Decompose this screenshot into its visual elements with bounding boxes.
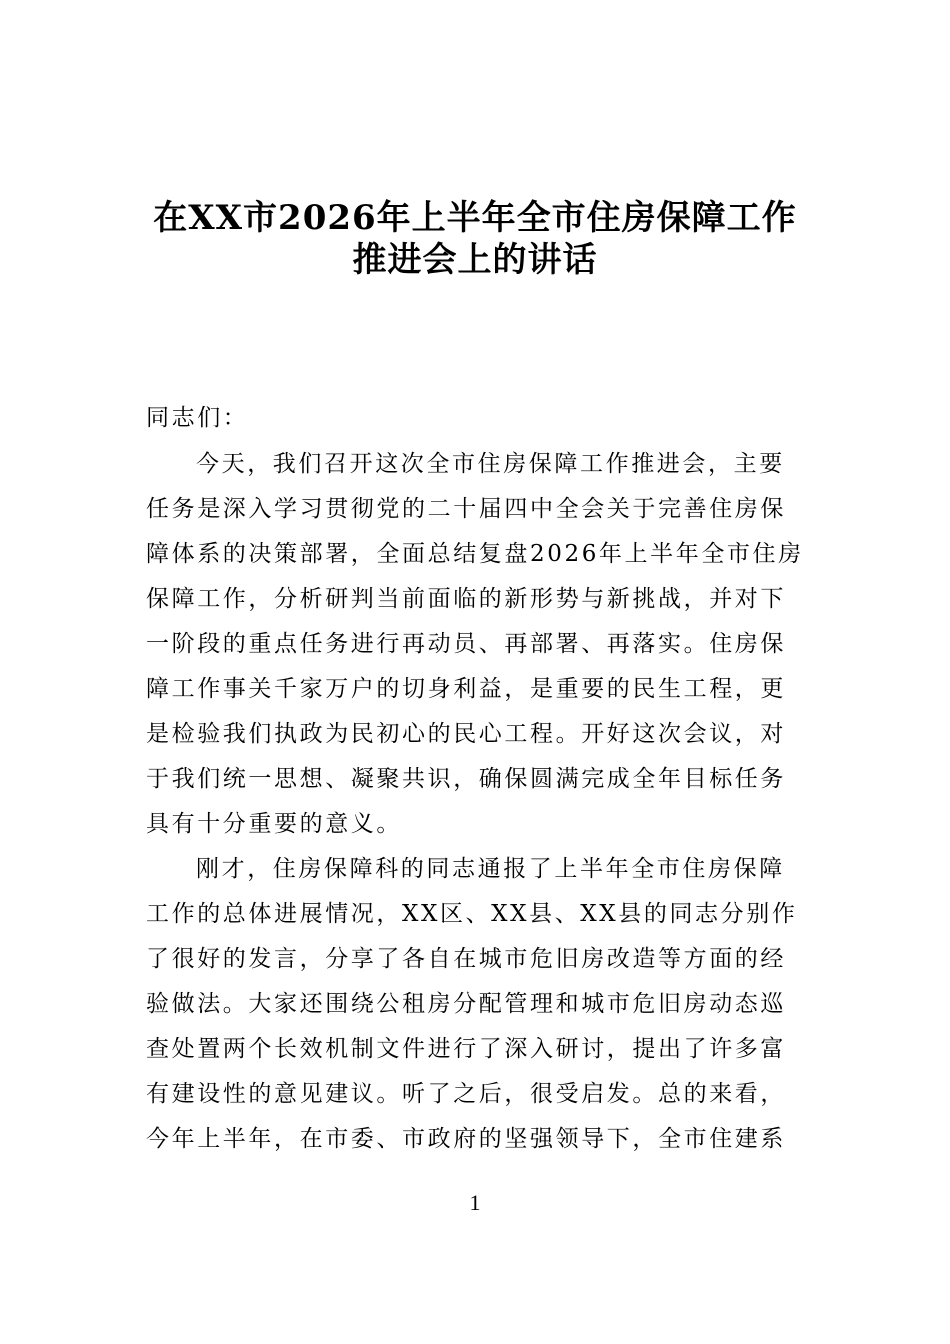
- document-title-line-1: 在XX市2026年上半年全市住房保障工作: [153, 198, 797, 238]
- paragraph-line: 障体系的决策部署，全面总结复盘2026年上半年全市住房: [146, 541, 804, 567]
- paragraph-line: 障工作事关千家万户的切身利益，是重要的民生工程，更: [146, 676, 786, 702]
- paragraph-line: 刚才，住房保障科的同志通报了上半年全市住房保障: [196, 856, 785, 882]
- paragraph-2: [146, 847, 806, 1162]
- paragraph-line: 具有十分重要的意义。: [146, 811, 402, 837]
- salutation: 同志们：: [146, 405, 249, 431]
- page-number: 1: [469, 1190, 481, 1215]
- paragraph-line: 任务是深入学习贯彻党的二十届四中全会关于完善住房保: [146, 496, 786, 522]
- document-title-line-2: 推进会上的讲话: [352, 240, 598, 280]
- paragraph-line: 于我们统一思想、凝聚共识，确保圆满完成全年目标任务: [146, 766, 786, 792]
- paragraph-line: 今天，我们召开这次全市住房保障工作推进会，主要: [196, 451, 785, 477]
- paragraph-line: 有建设性的意见建议。听了之后，很受启发。总的来看，: [146, 1081, 786, 1107]
- paragraph-line: 查处置两个长效机制文件进行了深入研讨，提出了许多富: [146, 1036, 786, 1062]
- paragraph-line: 了很好的发言，分享了各自在城市危旧房改造等方面的经: [146, 946, 786, 972]
- paragraph-line: 验做法。大家还围绕公租房分配管理和城市危旧房动态巡: [146, 991, 786, 1017]
- paragraph-line: 保障工作，分析研判当前面临的新形势与新挑战，并对下: [146, 586, 786, 612]
- paragraph-line: 工作的总体进展情况，XX区、XX县、XX县的同志分别作: [146, 901, 798, 927]
- paragraph-line: 是检验我们执政为民初心的民心工程。开好这次会议，对: [146, 721, 786, 747]
- paragraph-line: 一阶段的重点任务进行再动员、再部署、再落实。住房保: [146, 631, 786, 657]
- paragraph-line: 今年上半年，在市委、市政府的坚强领导下，全市住建系: [146, 1126, 786, 1152]
- paragraph-1: [146, 442, 806, 847]
